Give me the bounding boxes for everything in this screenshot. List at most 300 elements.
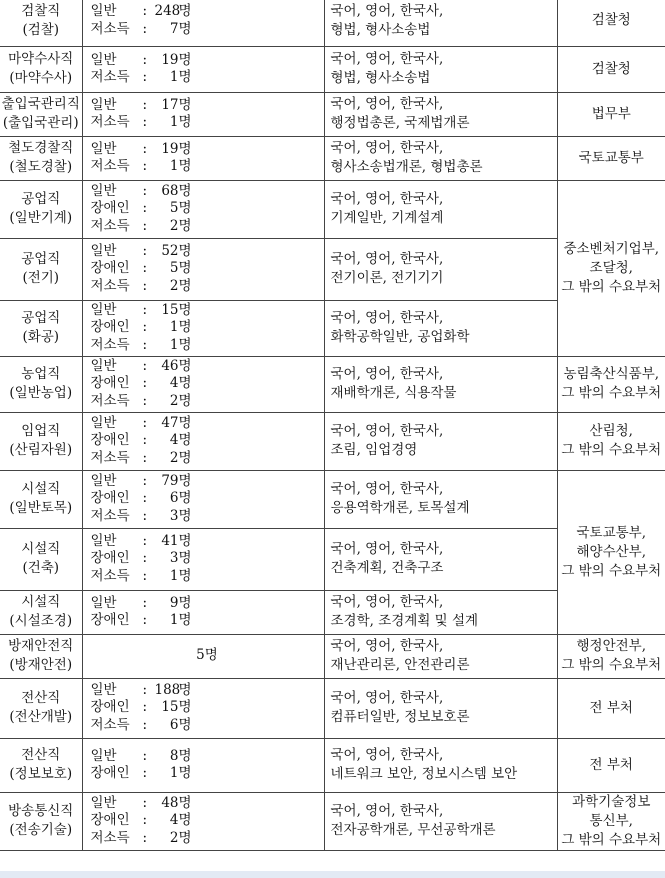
exam-subjects-cell: [324, 470, 557, 528]
headcount-unit: 명: [178, 747, 192, 764]
headcount-unit: 명: [178, 20, 192, 37]
headcount-label: 일반: [90, 301, 117, 318]
headcount-value: 1: [169, 158, 179, 174]
exam-subjects-cell: [324, 792, 557, 850]
agency-cell: [557, 0, 665, 46]
headcount-separator: :: [142, 260, 148, 277]
headcount-line: [91, 97, 324, 115]
headcount-label: 일반: [90, 182, 117, 199]
exam-subjects-line: 행정법총론, 국제법개론: [330, 115, 470, 131]
exam-subjects-line: 조림, 임업경영: [330, 442, 418, 458]
headcount-label: 저소득: [90, 392, 130, 409]
headcount-line: [91, 278, 324, 296]
exam-subjects-line: 형법, 형사소송법: [330, 70, 431, 86]
job-name-line: (일반농업): [9, 385, 73, 401]
headcount-value: 248: [154, 3, 181, 20]
headcount-label: 저소득: [90, 507, 130, 524]
headcount-separator: :: [142, 158, 148, 174]
headcount-separator: :: [142, 200, 148, 217]
headcount-label: 일반: [90, 140, 117, 157]
headcount-line: [91, 158, 324, 176]
headcount-line: [91, 812, 324, 830]
headcount-label: 장애인: [90, 699, 130, 716]
headcount-line: [91, 358, 324, 376]
agency-cell: [557, 46, 665, 92]
headcount-value: 79: [161, 472, 179, 489]
exam-subjects-line: 국어, 영어, 한국사,: [330, 191, 444, 207]
exam-subjects-line: 국어, 영어, 한국사,: [330, 140, 444, 156]
exam-subjects-cell: [324, 528, 557, 590]
headcount-unit: 명: [178, 414, 192, 431]
exam-subjects-line: 화학공학일반, 공업화학: [330, 329, 470, 345]
headcount-value: 15: [161, 301, 179, 318]
headcount-label: 저소득: [90, 716, 130, 733]
exam-subjects-line: 국어, 영어, 한국사,: [330, 96, 444, 112]
headcount-cell: [82, 412, 324, 470]
agency-line: 국토교통부: [578, 149, 644, 166]
agency-cell: [557, 136, 665, 180]
headcount-cell: [82, 46, 324, 92]
job-cell: [0, 356, 82, 412]
table-row: [0, 738, 665, 792]
headcount-label: 일반: [90, 96, 117, 113]
headcount-separator: :: [142, 3, 148, 20]
headcount-label: 일반: [90, 794, 117, 811]
headcount-unit: 명: [178, 140, 192, 157]
headcount-unit: 명: [178, 532, 192, 549]
headcount-cell: [82, 470, 324, 528]
job-name-line: (일반토목): [9, 500, 73, 516]
headcount-unit: 명: [178, 550, 192, 567]
headcount-label: 장애인: [90, 319, 130, 336]
job-name-line: (검찰): [22, 21, 60, 38]
headcount-value: 68: [161, 182, 179, 199]
headcount-unit: 명: [178, 96, 192, 113]
headcount-label: 일반: [90, 681, 117, 698]
headcount-value: 7: [169, 20, 179, 37]
exam-subjects-line: 재배학개론, 식용작물: [330, 385, 457, 401]
headcount-separator: :: [142, 375, 148, 392]
headcount-separator: :: [142, 336, 148, 353]
headcount-unit: 명: [178, 158, 192, 174]
agency-cell: [557, 356, 665, 412]
headcount-line: [91, 260, 324, 278]
headcount-unit: 명: [178, 357, 192, 374]
headcount-separator: :: [142, 217, 148, 234]
exam-subjects-line: 국어, 영어, 한국사,: [330, 2, 444, 19]
headcount-value: 2: [169, 829, 179, 846]
headcount-separator: :: [142, 550, 148, 567]
exam-subjects-cell: [324, 46, 557, 92]
headcount-cell: [82, 678, 324, 738]
headcount-separator: :: [142, 392, 148, 409]
job-name-line: (전송기술): [9, 822, 73, 838]
exam-subjects-line: 전자공학개론, 무선공학개론: [330, 822, 496, 838]
headcount-label: 일반: [90, 3, 117, 20]
headcount-label: 일반: [90, 472, 117, 489]
exam-subjects-cell: [324, 0, 557, 46]
headcount-value: 3: [169, 550, 179, 567]
job-cell: [0, 412, 82, 470]
headcount-value: 5: [196, 647, 205, 664]
headcount-value: 2: [169, 392, 179, 409]
headcount-total: [91, 647, 324, 665]
agency-cell: [557, 634, 665, 678]
headcount-value: 19: [161, 51, 179, 68]
headcount-value: 4: [169, 375, 179, 392]
job-name-line: 공업직: [21, 310, 61, 326]
table-row: [0, 356, 665, 412]
headcount-unit: 명: [178, 490, 192, 507]
job-name-line: (전산개발): [9, 709, 73, 725]
job-cell: [0, 300, 82, 356]
headcount-line: [91, 3, 324, 21]
headcount-label: 장애인: [90, 490, 130, 507]
job-name-line: (건축): [22, 560, 60, 576]
headcount-separator: :: [142, 812, 148, 829]
headcount-value: 2: [169, 449, 179, 466]
headcount-value: 6: [169, 716, 179, 733]
job-cell: [0, 590, 82, 634]
agency-cell: [557, 738, 665, 792]
headcount-line: [91, 765, 324, 783]
headcount-label: 저소득: [90, 449, 130, 466]
job-name-line: 출입국관리직: [1, 96, 80, 112]
headcount-separator: :: [142, 414, 148, 431]
headcount-unit: 명: [178, 277, 192, 294]
headcount-line: [91, 141, 324, 159]
headcount-unit: 명: [178, 765, 192, 781]
headcount-line: [91, 568, 324, 586]
job-name-line: 시설직: [21, 594, 61, 610]
headcount-separator: :: [142, 699, 148, 716]
headcount-separator: :: [142, 490, 148, 507]
headcount-unit: 명: [178, 699, 192, 716]
headcount-line: [91, 795, 324, 813]
headcount-label: 저소득: [90, 829, 130, 846]
headcount-label: 장애인: [90, 812, 130, 829]
headcount-value: 48: [161, 794, 179, 811]
table-row: [0, 180, 665, 238]
headcount-unit: 명: [178, 69, 192, 85]
headcount-cell: [82, 356, 324, 412]
headcount-separator: :: [142, 432, 148, 449]
headcount-separator: :: [142, 20, 148, 37]
headcount-value: 1: [169, 567, 179, 584]
headcount-unit: 명: [178, 114, 192, 130]
exam-subjects-cell: [324, 678, 557, 738]
exam-subjects-line: 국어, 영어, 한국사,: [330, 310, 444, 326]
exam-subjects-line: 국어, 영어, 한국사,: [330, 251, 444, 267]
job-name-line: 방송통신직: [8, 803, 74, 819]
headcount-cell: [82, 738, 324, 792]
headcount-label: 저소득: [90, 158, 130, 174]
agency-line: 농림축산식품부,: [563, 366, 660, 382]
headcount-unit: 명: [178, 829, 192, 846]
headcount-separator: :: [142, 594, 148, 611]
table-row: [0, 678, 665, 738]
headcount-label: 장애인: [90, 200, 130, 217]
agency-line: 전 부처: [589, 756, 633, 773]
headcount-value: 2: [169, 277, 179, 294]
table-row: [0, 792, 665, 850]
headcount-unit: 명: [178, 507, 192, 524]
headcount-line: [91, 490, 324, 508]
exam-subjects-line: 조경학, 조경계획 및 설계: [330, 613, 479, 629]
headcount-cell: [82, 92, 324, 136]
headcount-label: 저소득: [90, 114, 130, 130]
headcount-separator: :: [142, 51, 148, 68]
exam-subjects-cell: [324, 300, 557, 356]
agency-line: 산림청,: [589, 423, 633, 439]
headcount-line: [91, 302, 324, 320]
headcount-label: 일반: [90, 242, 117, 259]
agency-line: 그 밖의 수요부처: [561, 831, 662, 848]
headcount-value: 8: [169, 747, 179, 764]
headcount-unit: 명: [204, 647, 218, 664]
headcount-unit: 명: [178, 794, 192, 811]
exam-subjects-line: 형사소송법개론, 형법총론: [330, 159, 483, 175]
agency-line: 조달청,: [589, 259, 633, 276]
job-name-line: (철도경찰): [9, 159, 73, 175]
job-name-line: (화공): [22, 329, 60, 345]
headcount-separator: :: [142, 747, 148, 764]
agency-cell: [557, 792, 665, 850]
exam-subjects-line: 국어, 영어, 한국사,: [330, 366, 444, 382]
exam-subjects-line: 국어, 영어, 한국사,: [330, 594, 444, 610]
headcount-label: 저소득: [90, 69, 130, 85]
headcount-value: 19: [161, 140, 179, 157]
headcount-separator: :: [142, 114, 148, 130]
job-cell: [0, 238, 82, 300]
headcount-separator: :: [142, 319, 148, 336]
table-row: [0, 470, 665, 528]
headcount-line: [91, 830, 324, 848]
headcount-value: 9: [169, 594, 179, 611]
headcount-separator: :: [142, 507, 148, 524]
agency-cell: [557, 678, 665, 738]
agency-line: 국토교통부,: [576, 524, 646, 541]
headcount-line: [91, 52, 324, 70]
agency-cell: [557, 412, 665, 470]
headcount-separator: :: [142, 765, 148, 781]
exam-subjects-line: 국어, 영어, 한국사,: [330, 690, 444, 706]
headcount-unit: 명: [178, 200, 192, 217]
headcount-cell: [82, 300, 324, 356]
headcount-line: [91, 337, 324, 355]
headcount-unit: 명: [178, 182, 192, 199]
job-cell: [0, 528, 82, 590]
headcount-line: [91, 508, 324, 526]
headcount-value: 1: [169, 765, 179, 781]
job-name-line: 마약수사직: [8, 51, 74, 67]
job-name-line: 전산직: [21, 690, 61, 706]
headcount-unit: 명: [178, 432, 192, 449]
headcount-unit: 명: [178, 375, 192, 392]
headcount-cell: [82, 238, 324, 300]
headcount-line: [91, 748, 324, 766]
headcount-separator: :: [142, 794, 148, 811]
exam-subjects-line: 재난관리론, 안전관리론: [330, 657, 470, 673]
exam-subjects-line: 국어, 영어, 한국사,: [330, 51, 444, 67]
headcount-unit: 명: [178, 319, 192, 336]
job-name-line: (정보보호): [9, 766, 73, 782]
headcount-unit: 명: [178, 242, 192, 259]
headcount-separator: :: [142, 716, 148, 733]
headcount-value: 46: [161, 357, 179, 374]
job-name-line: (산림자원): [9, 442, 73, 458]
headcount-value: 1: [169, 336, 179, 353]
headcount-value: 1: [169, 114, 179, 130]
job-cell: [0, 792, 82, 850]
job-name-line: 공업직: [21, 251, 61, 267]
job-name-line: 임업직: [21, 423, 61, 439]
table-row: [0, 136, 665, 180]
headcount-unit: 명: [178, 567, 192, 584]
headcount-label: 장애인: [90, 375, 130, 392]
agency-line: 그 밖의 수요부처: [561, 657, 662, 673]
headcount-value: 4: [169, 432, 179, 449]
agency-line: 법무부: [591, 105, 631, 122]
exam-subjects-line: 국어, 영어, 한국사,: [330, 541, 444, 557]
agency-line: 그 밖의 수요부처: [561, 278, 662, 295]
headcount-separator: :: [142, 301, 148, 318]
headcount-line: [91, 415, 324, 433]
job-cell: [0, 46, 82, 92]
exam-subjects-line: 컴퓨터일반, 정보보호론: [330, 709, 470, 725]
headcount-unit: 명: [178, 612, 192, 628]
headcount-cell: [82, 634, 324, 678]
job-name-line: (시설조경): [9, 613, 73, 629]
headcount-line: [91, 432, 324, 450]
headcount-value: 188: [154, 681, 181, 698]
headcount-cell: [82, 528, 324, 590]
headcount-unit: 명: [178, 217, 192, 234]
headcount-line: [91, 319, 324, 337]
agency-line: 중소벤처기업부,: [563, 240, 660, 257]
exam-subjects-cell: [324, 738, 557, 792]
job-name-line: (일반기계): [9, 210, 73, 226]
headcount-line: [91, 218, 324, 236]
headcount-value: 17: [161, 96, 179, 113]
headcount-label: 장애인: [90, 550, 130, 567]
headcount-line: [91, 375, 324, 393]
exam-subjects-cell: [324, 634, 557, 678]
exam-subjects-line: 국어, 영어, 한국사,: [330, 803, 444, 819]
exam-subjects-cell: [324, 590, 557, 634]
headcount-line: [91, 612, 324, 630]
agency-line: 과학기술정보: [572, 793, 651, 810]
headcount-line: [91, 717, 324, 735]
agency-cell: [557, 470, 665, 634]
exam-subjects-cell: [324, 412, 557, 470]
job-cell: [0, 180, 82, 238]
agency-line: 검찰청: [591, 60, 631, 77]
headcount-unit: 명: [178, 716, 192, 733]
agency-line: 그 밖의 수요부처: [561, 385, 662, 401]
headcount-unit: 명: [178, 392, 192, 409]
exam-subjects-line: 국어, 영어, 한국사,: [330, 747, 444, 763]
agency-cell: [557, 92, 665, 136]
headcount-line: [91, 595, 324, 613]
headcount-cell: [82, 590, 324, 634]
headcount-label: 장애인: [90, 612, 130, 628]
headcount-cell: [82, 0, 324, 46]
exam-subjects-line: 국어, 영어, 한국사,: [330, 638, 444, 654]
exam-subjects-line: 기계일반, 기계설계: [330, 210, 444, 226]
exam-subjects-cell: [324, 356, 557, 412]
headcount-separator: :: [142, 449, 148, 466]
headcount-value: 5: [169, 200, 179, 217]
exam-subjects-line: 국어, 영어, 한국사,: [330, 423, 444, 439]
headcount-label: 저소득: [90, 217, 130, 234]
headcount-label: 장애인: [90, 432, 130, 449]
job-cell: [0, 678, 82, 738]
headcount-label: 일반: [90, 414, 117, 431]
job-cell: [0, 634, 82, 678]
job-cell: [0, 470, 82, 528]
headcount-line: [91, 473, 324, 491]
headcount-label: 일반: [90, 594, 117, 611]
headcount-separator: :: [142, 532, 148, 549]
exam-subjects-line: 응용역학개론, 토목설계: [330, 500, 470, 516]
job-cell: [0, 92, 82, 136]
headcount-unit: 명: [178, 3, 192, 20]
headcount-line: [91, 200, 324, 218]
headcount-separator: :: [142, 612, 148, 628]
headcount-separator: :: [142, 357, 148, 374]
headcount-value: 2: [169, 217, 179, 234]
headcount-separator: :: [142, 96, 148, 113]
job-name-line: (마약수사): [9, 70, 73, 86]
headcount-label: 일반: [90, 51, 117, 68]
exam-subjects-cell: [324, 238, 557, 300]
exam-subjects-cell: [324, 180, 557, 238]
headcount-unit: 명: [178, 336, 192, 353]
headcount-unit: 명: [178, 812, 192, 829]
headcount-line: [91, 393, 324, 411]
headcount-line: [91, 550, 324, 568]
job-cell: [0, 738, 82, 792]
headcount-value: 6: [169, 490, 179, 507]
headcount-separator: :: [142, 567, 148, 584]
job-name-line: (방재안전): [9, 657, 73, 673]
headcount-unit: 명: [178, 449, 192, 466]
headcount-unit: 명: [178, 260, 192, 277]
job-cell: [0, 136, 82, 180]
headcount-separator: :: [142, 681, 148, 698]
headcount-value: 5: [169, 260, 179, 277]
job-name-line: 농업직: [21, 366, 61, 382]
exam-subjects-cell: [324, 92, 557, 136]
headcount-cell: [82, 136, 324, 180]
headcount-label: 일반: [90, 747, 117, 764]
exam-subjects-line: 국어, 영어, 한국사,: [330, 481, 444, 497]
job-name-line: 전산직: [21, 747, 61, 763]
exam-subjects-line: 형법, 형사소송법: [330, 21, 431, 38]
table-row: [0, 92, 665, 136]
job-name-line: (전기): [22, 270, 60, 286]
headcount-label: 저소득: [90, 336, 130, 353]
job-name-line: 철도경찰직: [8, 140, 74, 156]
page-bottom-strip: [0, 871, 665, 878]
headcount-separator: :: [142, 829, 148, 846]
headcount-line: [91, 183, 324, 201]
agency-line: 그 밖의 수요부처: [561, 562, 662, 579]
headcount-separator: :: [142, 182, 148, 199]
headcount-value: 4: [169, 812, 179, 829]
headcount-label: 저소득: [90, 20, 130, 37]
